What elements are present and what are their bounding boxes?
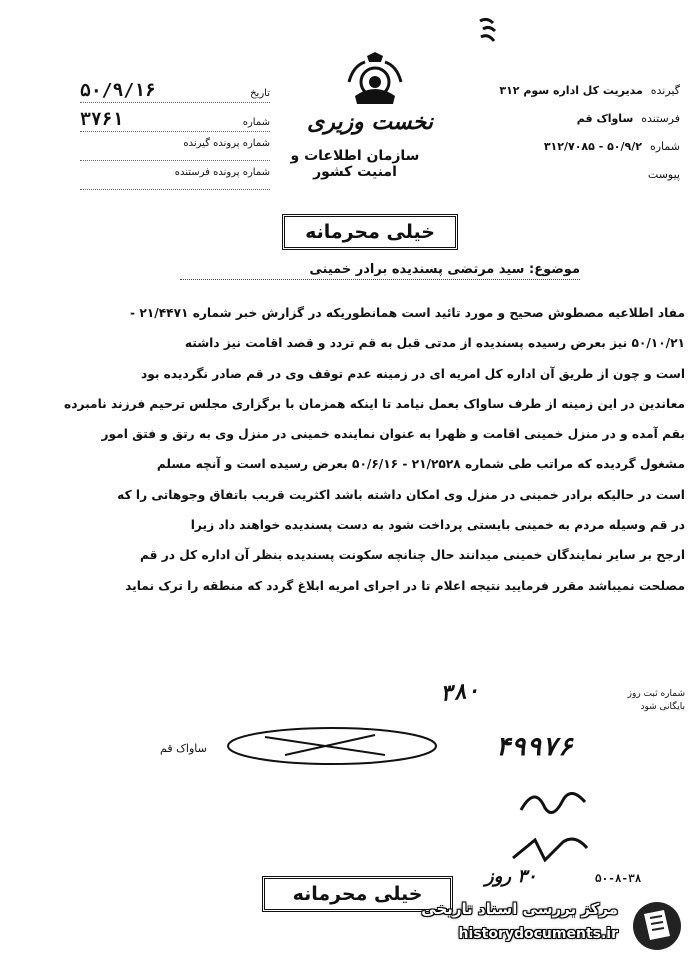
body-line: مصلحت نمیباشد مقرر فرمایید نتیجه اعلام تا در اجرای امریه ابلاغ گردد که منطقه را ترک نماید (125, 578, 685, 593)
top-secret-stamp: خیلی محرمانه (282, 214, 458, 250)
recipient-label: گیرنده (650, 84, 680, 97)
registry-note (445, 688, 685, 714)
attachment-row (440, 168, 680, 190)
registry-note-line1: شماره ثبت روز (627, 689, 685, 699)
watermark (418, 898, 690, 954)
sender-value: ساواک قم (576, 112, 634, 125)
handwritten-note: ۳۰ روز (485, 866, 537, 887)
sender-file-label: شماره پرونده فرستنده (174, 167, 270, 178)
number-value: ۳۷۶۱ (80, 109, 124, 130)
date-label: تاریخ (250, 88, 270, 99)
sender-file-row (80, 167, 270, 190)
date-row (80, 80, 270, 103)
signatory-line: ساواک قم (160, 742, 207, 755)
subject-text: سید مرتضی پسندیده برادر خمینی (309, 262, 525, 277)
archive-logo-icon (630, 900, 684, 952)
body-line: بقم آمده و در منزل خمینی اقامت و ظهرا به عنوان نماینده خمینی در منزل وی به رتق و فتق امور (101, 427, 685, 442)
savak-title: سازمان اطلاعات و امنیت کشور (290, 148, 420, 180)
recipient-file-label: شماره پرونده گیرنده (183, 138, 270, 149)
handwritten-mark (475, 15, 500, 45)
registry-note-line2: بایگانی شود (640, 702, 685, 712)
handwritten-code: ۵۰-۸-۳۸ (595, 872, 642, 885)
recipient-row (440, 84, 680, 106)
body-line: معاندین در این زمینه از طرف ساواک بعمل نیامد تا اینکه همزمان با برگزاری مجلس ترحیم فرزند نامبرده (64, 396, 685, 411)
number-label: شماره (242, 117, 270, 128)
body-line: است در حالیکه برادر خمینی در منزل وی امکان داشته باشد اکثریت قریب باتفاق وجوهاتی را که (117, 487, 685, 502)
handwritten-number: ۳۸۰ (438, 677, 481, 708)
attachment-label: پیوست (647, 168, 680, 181)
lion-and-sun-emblem (345, 52, 405, 108)
body-line: است و چون از طریق آن اداره کل امریه ای در زمینه عدم توقف وی در قم صادر نگردیده بود (140, 366, 685, 381)
signature-oval (225, 725, 440, 767)
ref-value: ۵۰/۹/۲ - ۳۱۲/۷۰۸۵ (543, 140, 642, 153)
subject-line: موضوع: سید مرتضی پسندیده برادر خمینی (180, 262, 580, 280)
ref-label: شماره (649, 140, 680, 153)
body-line: ارجح بر سایر نمایندگان خمینی میدانند حال چنانچه سکونت پسندیده بنظر آن اداره کل در قم (139, 548, 685, 563)
subject-label: موضوع (534, 262, 580, 277)
handwritten-signature (515, 780, 595, 830)
handwritten-number: ۴۹۹۷۶ (495, 732, 574, 762)
watermark-title: مرکز بررسی اسناد تاریخی (421, 900, 618, 918)
top-secret-stamp: خیلی محرمانه (262, 876, 453, 912)
header-left-block (80, 80, 270, 196)
watermark-url: historydocuments.ir (458, 926, 618, 942)
sender-row (440, 112, 680, 134)
date-value: ۵۰/۹/۱۶ (80, 80, 156, 101)
number-row (80, 109, 270, 132)
prime-ministry-title: نخست وزیری (307, 110, 433, 135)
body-line: در قم وسیله مردم به خمینی بایستی پرداخت شود به دست پسندیده خواهند داد زیرا (190, 518, 685, 533)
recipient-value: مدیریت کل اداره سوم ۳۱۲ (499, 84, 643, 97)
body-line: مشغول گردیده که مراتب طی شماره ۲۱/۲۵۲۸ - ۵۰/۶/۱۶ بعرض رسیده است و آنچه مسلم (156, 457, 685, 472)
letter-body (55, 298, 685, 601)
body-line: مفاد اطلاعیه مصطوش صحیح و مورد تائید است همانطوریکه در گزارش خبر شماره ۲۱/۴۴۷۱ - (130, 306, 685, 320)
ref-row (440, 140, 680, 162)
recipient-file-row (80, 138, 270, 161)
header-right-block (440, 84, 680, 196)
sender-label: فرستنده (641, 112, 680, 125)
handwritten-signature (505, 830, 595, 870)
body-line: ۵۰/۱۰/۲۱ نیز بعرض رسیده پسندیده از مدتی قبل به قم تردد و قصد اقامت نیز داشته (184, 336, 685, 351)
